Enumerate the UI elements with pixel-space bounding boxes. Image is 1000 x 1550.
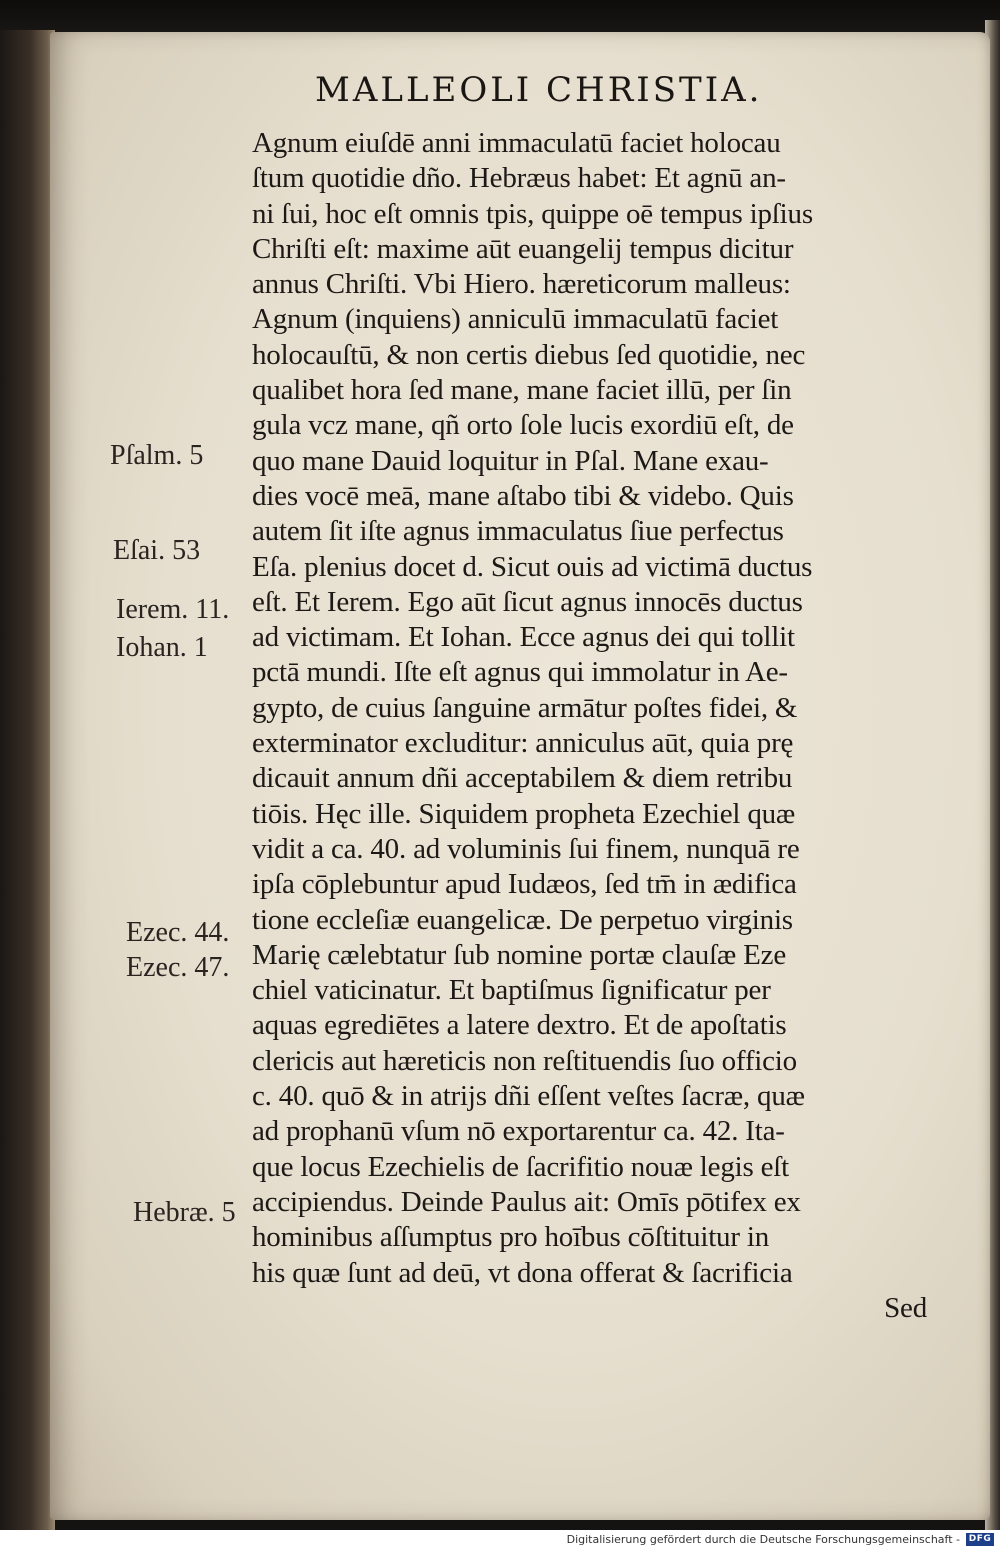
- text-line: aquas egrediētes a latere dextro. Et de apoſtatis: [252, 1009, 787, 1042]
- text-line: ad prophanū vſum nō exportarentur ca. 42. Ita-: [252, 1115, 785, 1148]
- text-line: qualibet hora ſed mane, mane faciet illū, per ſin: [252, 374, 792, 407]
- marginal-note: Iohan. 1: [116, 632, 208, 663]
- text-line: dicauit annum dñi acceptabilem & diem retribu: [252, 762, 793, 795]
- text-line: Chriſti eſt: maxime aūt euangelij tempus dicitur: [252, 232, 794, 265]
- marginal-note: Eſai. 53: [113, 535, 201, 566]
- text-line: annus Chriſti. Vbi Hiero. hæreticorum malleus:: [252, 268, 791, 301]
- text-line: ni ſui, hoc eſt omnis tpis, quippe oē tempus ipſius: [252, 197, 813, 230]
- text-line: Agnum eiuſdē anni immaculatū faciet holocau: [252, 127, 781, 159]
- funding-note: Digitalisierung gefördert durch die Deutsche Forschungsgemeinschaft -: [566, 1533, 960, 1546]
- text-line: pctā mundi. Iſte eſt agnus qui immolatur in Ae-: [252, 656, 788, 689]
- text-line: que locus Ezechielis de ſacrifitio nouæ legis eſt: [252, 1150, 790, 1183]
- text-line: ſtum quotidie dño. Hebræus habet: Et agnū an-: [252, 162, 786, 195]
- dfg-logo: DFG: [966, 1533, 994, 1546]
- book-spine-edge: [0, 30, 55, 1530]
- text-line: c. 40. quō & in atrijs dñi eſſent veſtes ſacræ, quæ: [252, 1080, 805, 1113]
- text-line: his quæ ſunt ad deū, vt dona offerat & ſacrificia: [252, 1256, 793, 1289]
- text-line: Agnum (inquiens) anniculū immaculatū faciet: [252, 303, 779, 336]
- text-line: ad victimam. Et Iohan. Ecce agnus dei qui tollit: [252, 621, 795, 654]
- text-line: eſt. Et Ierem. Ego aūt ſicut agnus innocēs ductus: [252, 585, 803, 618]
- marginal-note: Ezec. 44.: [126, 917, 230, 948]
- text-line: dies vocē meā, mane aſtabo tibi & videbo. Quis: [252, 479, 794, 512]
- text-line: Marię cælebtatur ſub nomine portæ clauſæ Eze: [252, 938, 786, 971]
- text-line: hominibus aſſumptus pro hoībus cōſtituitur in: [252, 1221, 770, 1254]
- text-line: quo mane Dauid loquitur in Pſal. Mane exau-: [252, 444, 769, 477]
- text-line: chiel vaticinatur. Et baptiſmus ſignificatur per: [252, 974, 771, 1007]
- text-line: ipſa cōplebuntur apud Iudæos, ſed tm̄ in ædifica: [252, 868, 797, 901]
- marginal-note: Ezec. 47.: [126, 952, 230, 983]
- text-line: vidit a ca. 40. ad voluminis ſui finem, nunquā re: [252, 832, 800, 865]
- text-line: gula vcz mane, qñ orto ſole lucis exordiū eſt, de: [252, 409, 794, 442]
- text-line: Eſa. plenius docet d. Sicut ouis ad victimā ductus: [252, 550, 813, 583]
- text-line: clericis aut hæreticis non reſtituendis ſuo officio: [252, 1044, 797, 1077]
- marginal-note: Pſalm. 5: [110, 440, 204, 471]
- text-line: tione eccleſiæ euangelicæ. De perpetuo virginis: [252, 903, 793, 936]
- main-text-block: [252, 126, 952, 1326]
- text-line: gypto, de cuius ſanguine armātur poſtes fidei, &: [252, 691, 798, 724]
- text-line: autem ſit iſte agnus immaculatus ſiue perfectus: [252, 515, 784, 548]
- text-line: tiōis. Hęc ille. Siquidem propheta Ezechiel quæ: [252, 797, 796, 830]
- text-line: exterminator excluditur: anniculus aūt, quia prę: [252, 727, 794, 760]
- marginal-note: Hebræ. 5: [133, 1197, 236, 1228]
- text-line: holocauſtū, & non certis diebus ſed quotidie, nec: [252, 338, 806, 371]
- catchword: Sed: [884, 1291, 927, 1324]
- running-head: MALLEOLI CHRISTIA.: [315, 70, 763, 110]
- marginal-note: Ierem. 11.: [116, 594, 230, 625]
- text-line: accipiendus. Deinde Paulus ait: Omīs pōtifex ex: [252, 1185, 801, 1218]
